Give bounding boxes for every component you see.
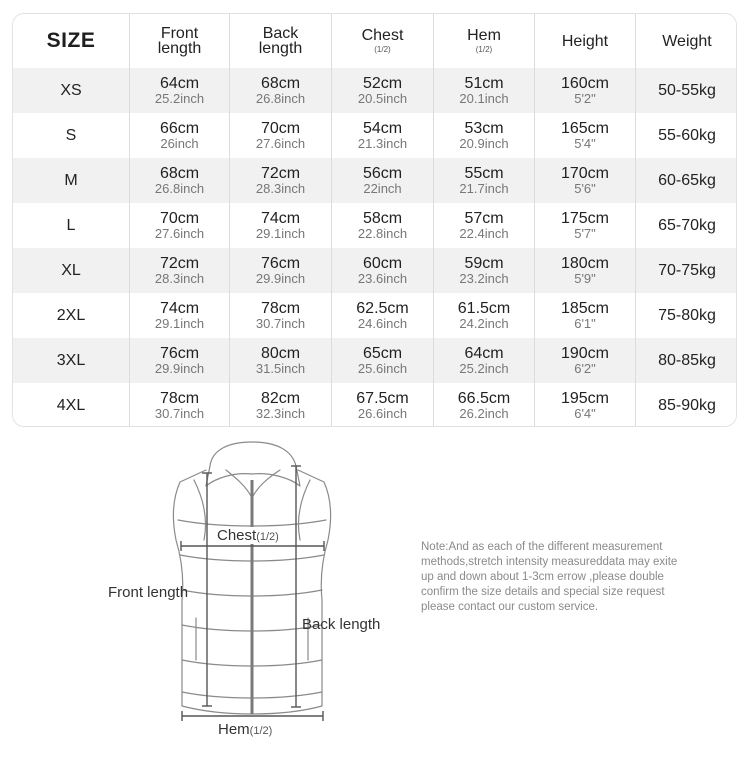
note-line: confirm the size details and special size request [421, 586, 665, 598]
height-cm: 170cm [560, 164, 610, 182]
back-length-inch: 27.6inch [255, 135, 306, 151]
weight-cell [636, 113, 737, 158]
header-front-length-line2: length [157, 40, 202, 57]
header-chest-label: Chest [361, 27, 404, 44]
chest-measure-label [216, 527, 280, 544]
height-cell [535, 158, 636, 203]
weight-cell [636, 248, 737, 293]
hem-inch: 26.2inch [459, 405, 509, 421]
hem-cell [434, 338, 535, 383]
height-ft: 5'7" [574, 225, 596, 241]
header-size-label: SIZE [46, 29, 96, 52]
hem-cm: 51cm [464, 74, 504, 92]
back-length-cm: 74cm [260, 209, 301, 227]
back-length-cell [230, 68, 332, 113]
size-label: 2XL [56, 306, 86, 324]
height-cm: 190cm [560, 344, 610, 362]
height-cell [535, 338, 636, 383]
height-cm: 165cm [560, 119, 610, 137]
hem-cm: 53cm [464, 119, 504, 137]
front-length-cm: 68cm [159, 164, 200, 182]
note-line: Note:And as each of the different measurement [421, 541, 663, 553]
back-length-cell [230, 338, 332, 383]
hem-cell [434, 113, 535, 158]
note-line: up and down about 1-3cm errow ,please double [421, 571, 664, 583]
back-length-measure-label: Back length [302, 616, 381, 633]
weight-value: 60-65kg [658, 171, 716, 189]
front-length-cm: 72cm [159, 254, 200, 272]
hem-cell [434, 68, 535, 113]
size-label: S [65, 126, 77, 144]
chest-cell [332, 383, 434, 427]
header-chest-sub: (1/2) [374, 45, 391, 54]
hem-cm: 55cm [464, 164, 504, 182]
height-cell [535, 383, 636, 427]
weight-cell [636, 203, 737, 248]
size-cell [13, 248, 130, 293]
chest-cell [332, 293, 434, 338]
weight-value: 70-75kg [658, 261, 716, 279]
measurement-note [421, 540, 721, 615]
height-cell [535, 113, 636, 158]
height-cell [535, 68, 636, 113]
header-hem [434, 14, 535, 68]
front-length-inch: 26inch [160, 135, 199, 151]
front-length-inch: 29.9inch [154, 360, 205, 376]
front-length-cm: 78cm [159, 389, 200, 407]
chest-cell [332, 113, 434, 158]
chest-inch: 23.6inch [357, 270, 408, 286]
chest-inch: 24.6inch [357, 315, 408, 331]
hem-measure-label [218, 721, 272, 738]
back-length-cm: 70cm [260, 119, 301, 137]
back-length-inch: 30.7inch [255, 315, 306, 331]
weight-value: 85-90kg [658, 396, 716, 414]
front-length-cell [130, 383, 230, 427]
size-cell [13, 338, 130, 383]
height-cell [535, 203, 636, 248]
chest-cell [332, 203, 434, 248]
hem-inch: 22.4inch [459, 225, 509, 241]
chest-cm: 58cm [362, 209, 403, 227]
front-length-cm: 64cm [159, 74, 200, 92]
chest-cell [332, 338, 434, 383]
chest-inch: 22inch [363, 180, 402, 196]
chest-inch: 20.5inch [357, 90, 408, 106]
back-length-cm: 76cm [260, 254, 301, 272]
header-front-length-line1: Front [160, 25, 199, 42]
front-length-cm: 70cm [159, 209, 200, 227]
height-ft: 6'4" [574, 405, 596, 421]
front-length-cell [130, 248, 230, 293]
chest-cm: 60cm [362, 254, 403, 272]
chest-inch: 22.8inch [357, 225, 408, 241]
back-length-inch: 31.5inch [255, 360, 306, 376]
front-length-cell [130, 203, 230, 248]
hem-measure-text: Hem [218, 721, 250, 738]
hem-cell [434, 383, 535, 427]
header-back-length-line1: Back [262, 25, 299, 42]
size-label: XS [60, 81, 82, 99]
height-ft: 5'9" [574, 270, 596, 286]
weight-cell [636, 293, 737, 338]
chest-inch: 21.3inch [357, 135, 408, 151]
front-length-inch: 30.7inch [154, 405, 205, 421]
front-length-cm: 76cm [159, 344, 200, 362]
front-length-cell [130, 68, 230, 113]
front-length-cell [130, 293, 230, 338]
chest-cm: 54cm [362, 119, 403, 137]
back-length-cell [230, 203, 332, 248]
hem-cell [434, 203, 535, 248]
height-ft: 5'2" [574, 90, 596, 106]
back-length-inch: 32.3inch [255, 405, 306, 421]
front-length-cm: 74cm [159, 299, 200, 317]
header-back-length [230, 14, 332, 68]
height-cm: 175cm [560, 209, 610, 227]
size-cell [13, 383, 130, 427]
weight-cell [636, 68, 737, 113]
weight-value: 50-55kg [658, 81, 716, 99]
front-length-inch: 27.6inch [154, 225, 205, 241]
front-length-cell [130, 338, 230, 383]
chest-cm: 67.5cm [356, 389, 409, 407]
back-length-cm: 78cm [260, 299, 301, 317]
chest-inch: 26.6inch [357, 405, 408, 421]
height-cell [535, 248, 636, 293]
header-hem-label: Hem [467, 27, 501, 44]
back-length-inch: 29.9inch [255, 270, 306, 286]
header-chest [332, 14, 434, 68]
chest-cell [332, 158, 434, 203]
header-back-length-line2: length [258, 40, 303, 57]
hem-cm: 66.5cm [457, 389, 511, 407]
front-length-cm: 66cm [159, 119, 200, 137]
back-length-inch: 29.1inch [255, 225, 306, 241]
height-cm: 195cm [560, 389, 610, 407]
back-length-cm: 68cm [260, 74, 301, 92]
height-ft: 6'1" [574, 315, 596, 331]
hem-cm: 64cm [464, 344, 504, 362]
chest-measure-sub: (1/2) [256, 531, 279, 543]
note-line: please contact our custom service. [421, 601, 599, 613]
size-cell [13, 113, 130, 158]
back-length-inch: 28.3inch [255, 180, 306, 196]
size-label: L [66, 216, 76, 234]
hem-inch: 25.2inch [459, 360, 509, 376]
height-cm: 160cm [560, 74, 610, 92]
hem-inch: 20.1inch [459, 90, 509, 106]
height-ft: 6'2" [574, 360, 596, 376]
chest-inch: 25.6inch [357, 360, 408, 376]
front-length-measure-label: Front length [108, 584, 189, 601]
back-length-cm: 72cm [260, 164, 301, 182]
header-front-length [130, 14, 230, 68]
weight-value: 75-80kg [658, 306, 716, 324]
back-length-cm: 80cm [260, 344, 301, 362]
back-length-cell [230, 158, 332, 203]
chest-cm: 62.5cm [356, 299, 409, 317]
weight-value: 80-85kg [658, 351, 716, 369]
chest-cell [332, 68, 434, 113]
size-label: 3XL [56, 351, 86, 369]
size-cell [13, 68, 130, 113]
front-length-inch: 26.8inch [154, 180, 205, 196]
back-length-cm: 82cm [260, 389, 301, 407]
size-label: 4XL [56, 396, 86, 414]
header-hem-sub: (1/2) [475, 45, 493, 54]
weight-value: 55-60kg [658, 126, 716, 144]
size-cell [13, 203, 130, 248]
size-label: XL [61, 261, 81, 279]
weight-cell [636, 158, 737, 203]
hem-cm: 61.5cm [457, 299, 511, 317]
chest-measure-text: Chest [217, 527, 257, 544]
height-cm: 180cm [560, 254, 610, 272]
header-weight [636, 14, 737, 68]
back-length-inch: 26.8inch [255, 90, 306, 106]
header-size [13, 14, 130, 68]
back-length-cell [230, 293, 332, 338]
front-length-inch: 29.1inch [154, 315, 205, 331]
hem-cm: 57cm [464, 209, 504, 227]
front-length-cell [130, 113, 230, 158]
chest-cm: 56cm [362, 164, 403, 182]
height-ft: 5'6" [574, 180, 596, 196]
size-cell [13, 293, 130, 338]
header-height-label: Height [561, 32, 609, 50]
front-length-cell [130, 158, 230, 203]
front-length-inch: 25.2inch [154, 90, 205, 106]
height-ft: 5'4" [574, 135, 596, 151]
height-cell [535, 293, 636, 338]
back-length-cell [230, 383, 332, 427]
hem-inch: 23.2inch [459, 270, 509, 286]
hem-cell [434, 248, 535, 293]
hem-inch: 20.9inch [459, 135, 509, 151]
size-cell [13, 158, 130, 203]
note-line: methods,stretch intensity measureddata may exite [421, 556, 678, 568]
weight-cell [636, 338, 737, 383]
hem-inch: 24.2inch [459, 315, 509, 331]
hem-cm: 59cm [464, 254, 504, 272]
back-length-cell [230, 248, 332, 293]
hem-measure-sub: (1/2) [249, 725, 273, 737]
height-cm: 185cm [560, 299, 610, 317]
weight-cell [636, 383, 737, 427]
weight-value: 65-70kg [658, 216, 716, 234]
hem-inch: 21.7inch [459, 180, 509, 196]
chest-cm: 52cm [362, 74, 403, 92]
header-height [535, 14, 636, 68]
size-label: M [64, 171, 78, 189]
header-weight-label: Weight [662, 32, 712, 50]
hem-cell [434, 293, 535, 338]
size-chart-table [12, 13, 737, 427]
front-length-inch: 28.3inch [154, 270, 205, 286]
chest-cm: 65cm [362, 344, 403, 362]
hem-cell [434, 158, 535, 203]
back-length-cell [230, 113, 332, 158]
chest-cell [332, 248, 434, 293]
